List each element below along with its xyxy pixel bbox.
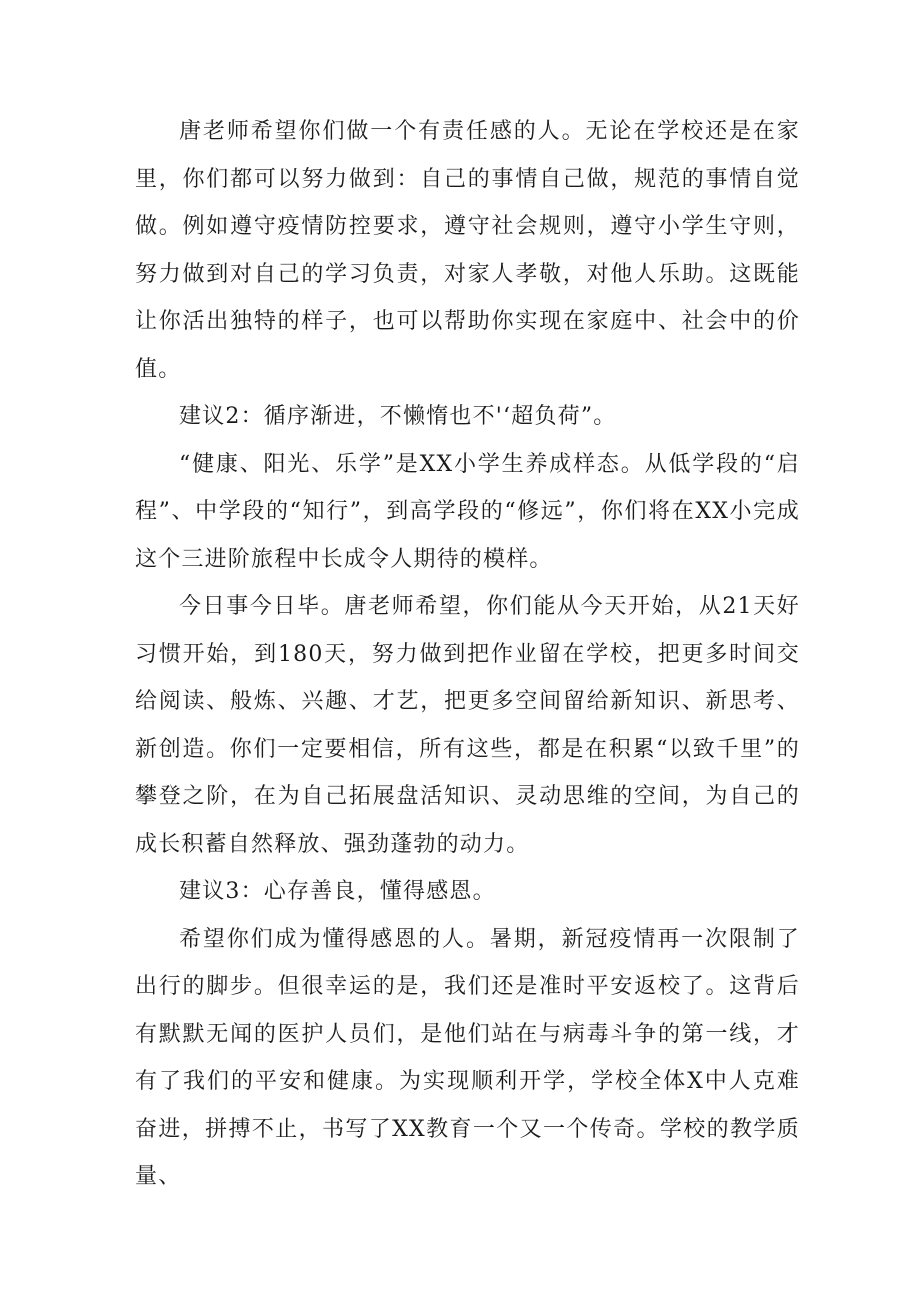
paragraph-gratitude: 希望你们成为懂得感恩的人。暑期，新冠疫情再一次限制了出行的脚步。但很幸运的是，我们还是准时平安返校了。这背后有默默无闻的医护人员们，是他们站在与病毒斗争的第一线，才有了我们的平安和健康。为实现顺利开学，学校全体X中人克难奋进，拼搏不止，书写了XX教育一个又一个传奇。学校的教学质量、 <box>135 926 800 1189</box>
heading-suggestion-2: 建议2：循序渐进，不懒惰也不'‘超负荷”。 <box>179 404 617 429</box>
paragraph-responsibility: 唐老师希望你们做一个有责任感的人。无论在学校还是在家里，你们都可以努力做到：自己的事情自己做，规范的事情自觉做。例如遵守疫情防控要求，遵守社会规则，遵守小学生守则，努力做到对自己的学习负责，对家人孝敬，对他人乐助。这既能让你活出独特的样子，也可以帮助你实现在家庭中、社会中的价值。 <box>135 119 800 382</box>
paragraph-today-tasks: 今日事今日毕。唐老师希望，你们能从今天开始，从21天好习惯开始，到180天，努力做到把作业留在学校，把更多时间交给阅读、般炼、兴趣、才艺，把更多空间留给新知识、新思考、新创造。你们一定要相信，所有这些，都是在积累“以致千里”的攀登之阶，在为自己拓展盘活知识、灵动思维的空间，为自己的成长积蓄自然释放、强劲蓬勃的动力。 <box>135 594 800 857</box>
paragraph-healthy-sunny: “健康、阳光、乐学”是XX小学生养成样态。从低学段的“启程”、中学段的“知行”，到高学段的“修远”，你们将在XX小完成这个三进阶旅程中长成令人期待的模样。 <box>135 451 800 572</box>
document-body <box>135 108 800 1201</box>
heading-suggestion-3: 建议3：心存善良，懂得感恩。 <box>179 879 496 904</box>
